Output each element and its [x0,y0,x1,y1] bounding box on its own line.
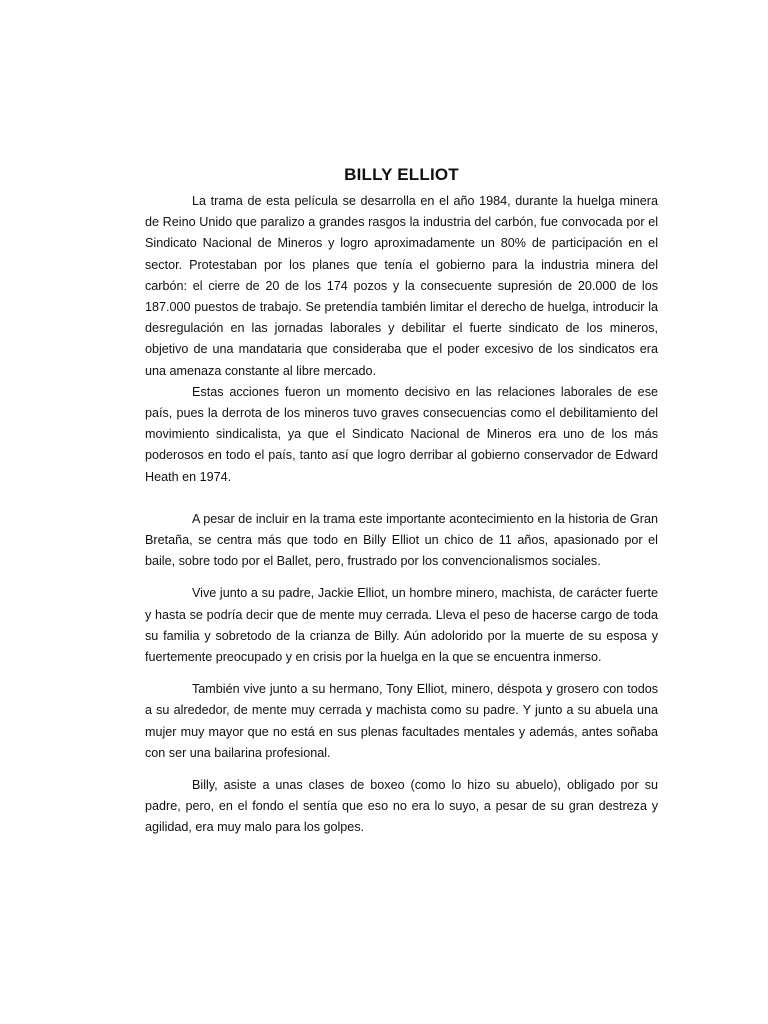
paragraph-3: A pesar de incluir en la trama este importante acontecimiento en la historia de Gran Bretaña, se centra más que todo en Billy Elliot un chico de 11 años, apasionado por el baile, sobre todo por el Ballet, pero, frustrado por los convencionalismos sociales. [145,511,658,569]
document-body [145,160,658,839]
paragraph-1: La trama de esta película se desarrolla en el año 1984, durante la huelga minera de Reino Unido que paralizo a grandes rasgos la industria del carbón, fue convocada por el Sindicato Nacional de Mineros y logro aproximadamente un 80% de participación en el sector. Protestaban por los planes que tenía el gobierno para la industria minera del carbón: el cierre de 20 de los 174 pozos y la consecuente supresión de 20.000 de los 187.000 puestos de trabajo. Se pretendía también limitar el derecho de huelga, introducir la desregulación en las jornadas laborales y debilitar el fuerte sindicato de los mineros, objetivo de una mandataria que consideraba que el poder excesivo de los sindicatos era una amenaza constante al libre mercado. [145,194,658,378]
paragraph-5: También vive junto a su hermano, Tony Elliot, minero, déspota y grosero con todos a su alrededor, de mente muy cerrada y machista como su padre. Y junto a su abuela una mujer muy mayor que no está en sus plenas facultades mentales y además, antes soñaba con ser una bailarina profesional. [145,682,658,760]
paragraph-2: Estas acciones fueron un momento decisivo en las relaciones laborales de ese país, pues la derrota de los mineros tuvo graves consecuencias como el debilitamiento del movimiento sindicalista, ya que el Sindicato Nacional de Mineros era uno de los más poderosos en todo el país, tanto así que logro derribar al gobierno conservador de Edward Heath en 1974. [145,384,658,484]
paragraph-6: Billy, asiste a unas clases de boxeo (como lo hizo su abuelo), obligado por su padre, pero, en el fondo el sentía que eso no era lo suyo, a pesar de su gran destreza y agilidad, era muy malo para los golpes. [145,778,658,835]
paragraph-4: Vive junto a su padre, Jackie Elliot, un hombre minero, machista, de carácter fuerte y hasta se podría decir que de mente muy cerrada. Lleva el peso de hacerse cargo de toda su familia y sobretodo de la crianza de Billy. Aún adolorido por la muerte de su esposa y fuertemente preocupado y en crisis por la huelga en la que se encuentra inmerso. [145,586,658,665]
document-title: BILLY ELLIOT [344,165,459,184]
